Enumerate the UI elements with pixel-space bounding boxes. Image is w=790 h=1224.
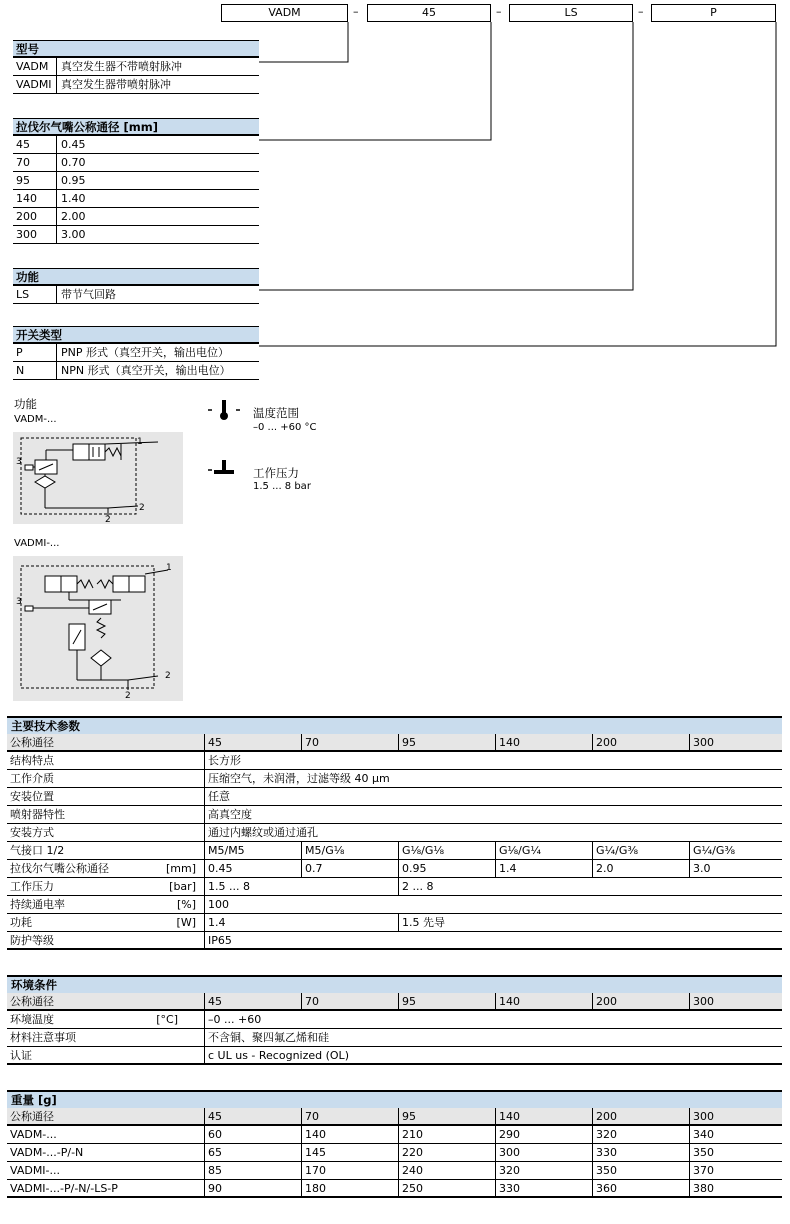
row-value: 1.4 [205,914,399,931]
row-value: 长方形 [208,754,241,767]
row-unit: [bar] [169,880,196,893]
row-value: 任意 [208,790,230,803]
row-value: 360 [593,1180,690,1196]
row-label: VADM-... [7,1126,205,1143]
table-header-row [7,1108,782,1126]
option-code: P [13,344,57,361]
option-desc: 0.70 [61,156,86,169]
row-value: 180 [302,1180,399,1196]
row-value: 不含铜、聚四氟乙烯和硅 [208,1031,329,1044]
row-value: 210 [399,1126,496,1143]
row-value: 320 [593,1126,690,1143]
table-row [13,136,259,154]
row-label: 气接口 1/2 [7,842,205,859]
option-code: VADM [13,58,57,75]
port-label-2: 2 [165,671,171,681]
header-cell: 300 [693,995,714,1008]
row-label: 材料注意事项 [7,1029,205,1046]
header-cell: 70 [302,1108,399,1124]
header-cell: 95 [399,1108,496,1124]
row-value: G⅛/G⅛ [399,842,496,859]
temp-label: 温度范围 [253,406,299,420]
header-cell: 200 [593,1108,690,1124]
row-value: 1.5 ... 8 [205,878,399,895]
row-value: 高真空度 [208,808,252,821]
option-code: LS [13,286,57,303]
tech-table [7,716,782,950]
header-cell: 140 [496,1108,593,1124]
table-row [7,752,782,770]
row-value: 370 [693,1164,714,1177]
row-value: 320 [496,1162,593,1179]
row-value: 压缩空气，未润滑，过滤等级 40 μm [208,772,390,785]
port-label-3: 3 [16,597,22,607]
order-code-separator: – [496,5,502,18]
order-code-part-nozzle: 45 [367,4,491,22]
table-row [13,344,259,362]
env-table [7,975,782,1065]
row-label: 工作介质 [7,770,205,787]
row-label-text: 功耗 [10,916,32,929]
row-label: 认证 [7,1047,205,1063]
model-table-title: 型号 [13,40,259,58]
header-cell: 45 [205,993,302,1009]
row-value: 300 [496,1144,593,1161]
option-code: 45 [13,136,57,153]
row-label: 防护等级 [7,932,205,948]
option-code: 140 [13,190,57,207]
header-cell: 70 [302,734,399,750]
option-desc: 2.00 [61,210,86,223]
header-cell: 300 [693,1110,714,1123]
row-unit: [%] [176,898,196,911]
table-row [7,770,782,788]
row-value: c UL us - Recognized (OL) [208,1049,349,1062]
row-value: 90 [205,1180,302,1196]
table-row [7,1144,782,1162]
header-cell: 140 [496,993,593,1009]
table-row [7,842,782,860]
row-value: 2 ... 8 [402,880,434,893]
function-table-title: 功能 [13,268,259,286]
row-label [7,896,205,913]
option-code: N [13,362,57,379]
option-desc: PNP 形式（真空开关，输出电位） [61,346,229,359]
port-label-2: 2 [139,503,145,513]
row-value: G¼/G⅜ [693,844,736,857]
port-label-3: 3 [16,457,22,467]
row-value: 170 [302,1162,399,1179]
option-desc: 真空发生器带喷射脉冲 [61,78,171,91]
order-code-separator: – [638,5,644,18]
option-desc: 带节气回路 [61,288,116,301]
order-code-part-function: LS [509,4,633,22]
table-row [7,860,782,878]
order-code-part-switch: P [651,4,776,22]
option-desc: 3.00 [61,228,86,241]
header-cell: 140 [496,734,593,750]
row-label-text: 工作压力 [10,880,54,893]
table-row [7,1029,782,1047]
row-value: 65 [205,1144,302,1161]
table-row [7,1047,782,1065]
header-cell: 95 [399,993,496,1009]
row-label-text: 持续通电率 [10,898,65,911]
table-row [7,824,782,842]
row-value: 3.0 [693,862,711,875]
pneumatic-circuit-vadmi-icon [13,556,183,701]
row-label [7,1011,205,1028]
row-value: 145 [302,1144,399,1161]
tech-table-title: 主要技术参数 [7,716,782,734]
row-value: 100 [208,898,229,911]
option-code: 95 [13,172,57,189]
header-cell: 200 [593,993,690,1009]
row-value: M5/M5 [205,842,302,859]
row-unit: [W] [176,916,196,929]
row-value: G⅛/G¼ [496,842,593,859]
diagram-vadmi [13,556,183,701]
port-label-1: 1 [137,437,143,447]
row-label: 喷射器特性 [7,806,205,823]
row-label: 安装位置 [7,788,205,805]
row-value: 0.7 [302,860,399,877]
row-value: M5/G⅛ [302,842,399,859]
row-label-text: 环境温度 [10,1013,54,1026]
row-label: 结构特点 [7,752,205,769]
switch-table-title: 开关类型 [13,326,259,344]
row-value: 330 [593,1144,690,1161]
option-desc: 0.95 [61,174,86,187]
row-value: 通过内螺纹或通过通孔 [208,826,318,839]
row-unit: [mm] [165,862,196,875]
table-header-row [7,734,782,752]
row-value: 350 [693,1146,714,1159]
row-label-text: 拉伐尔气嘴公称通径 [10,862,109,875]
table-row [7,1126,782,1144]
row-value: 140 [302,1126,399,1143]
weight-table [7,1090,782,1198]
order-code-part-model: VADM [221,4,348,22]
row-label [7,860,205,877]
weight-table-title: 重量 [g] [7,1090,782,1108]
row-value: 350 [593,1162,690,1179]
port-label-2b: 2 [125,691,131,701]
row-label: VADM-...-P/-N [7,1144,205,1161]
table-row [7,1180,782,1198]
header-cell: 70 [302,993,399,1009]
header-label: 公称通径 [7,734,205,750]
table-row [13,76,259,94]
row-label [7,878,205,895]
order-code-separator: – [353,5,359,18]
port-label-1: 1 [166,563,172,573]
option-code: VADMI [13,76,57,93]
table-header-row [7,993,782,1011]
option-code: 300 [13,226,57,243]
table-row [7,1011,782,1029]
row-value: 0.95 [399,860,496,877]
row-value: 0.45 [205,860,302,877]
temp-value: –0 ... +60 °C [253,422,317,433]
table-row [7,878,782,896]
port-label-2b: 2 [105,515,111,524]
table-row [7,932,782,950]
table-row [7,914,782,932]
function-table [13,268,259,304]
diagram-vadm [13,432,183,524]
option-desc: 1.40 [61,192,86,205]
table-row [13,154,259,172]
table-row [13,286,259,304]
table-row [7,896,782,914]
table-row [13,58,259,76]
row-value: 380 [693,1182,714,1195]
thermometer-icon [204,398,244,424]
model-table [13,40,259,94]
switch-table [13,326,259,380]
header-label: 公称通径 [7,1108,205,1124]
option-code: 70 [13,154,57,171]
row-value: 1.4 [496,860,593,877]
table-row [7,1162,782,1180]
row-label: 安装方式 [7,824,205,841]
row-label: VADMI-...-P/-N/-LS-P [7,1180,205,1196]
env-table-title: 环境条件 [7,975,782,993]
row-label [7,914,205,931]
row-unit: [°C] [156,1013,178,1026]
row-value: 340 [693,1128,714,1141]
diagram-vadm-label: VADM-... [14,414,57,425]
row-value: 2.0 [593,860,690,877]
diagram-vadmi-label: VADMI-... [14,538,60,549]
row-value: 60 [205,1126,302,1143]
row-value: 290 [496,1126,593,1143]
row-value: 85 [205,1162,302,1179]
header-label: 公称通径 [7,993,205,1009]
row-value: 240 [399,1162,496,1179]
option-desc: 真空发生器不带喷射脉冲 [61,60,182,73]
table-row [13,362,259,380]
row-value: G¼/G⅜ [593,842,690,859]
option-desc: NPN 形式（真空开关，输出电位） [61,364,231,377]
table-row [13,208,259,226]
nozzle-table-title: 拉伐尔气嘴公称通径 [mm] [13,118,259,136]
row-value: –0 ... +60 [208,1013,262,1026]
pressure-value: 1.5 ... 8 bar [253,481,311,492]
option-code: 200 [13,208,57,225]
table-row [13,226,259,244]
row-label: VADMI-... [7,1162,205,1179]
header-cell: 200 [593,734,690,750]
row-value: 1.5 先导 [402,916,445,929]
header-cell: 45 [205,734,302,750]
header-cell: 300 [693,736,714,749]
table-row [13,172,259,190]
nozzle-table [13,118,259,244]
table-row [7,788,782,806]
table-row [7,806,782,824]
table-row [13,190,259,208]
row-value: 220 [399,1144,496,1161]
row-value: 330 [496,1180,593,1196]
row-value: IP65 [208,934,232,947]
pressure-icon [204,458,244,482]
pneumatic-circuit-vadm-icon [13,432,183,524]
option-desc: 0.45 [61,138,86,151]
row-value: 250 [399,1180,496,1196]
function-section-title: 功能 [14,397,37,411]
header-cell: 95 [399,734,496,750]
pressure-label: 工作压力 [253,466,299,480]
header-cell: 45 [205,1108,302,1124]
